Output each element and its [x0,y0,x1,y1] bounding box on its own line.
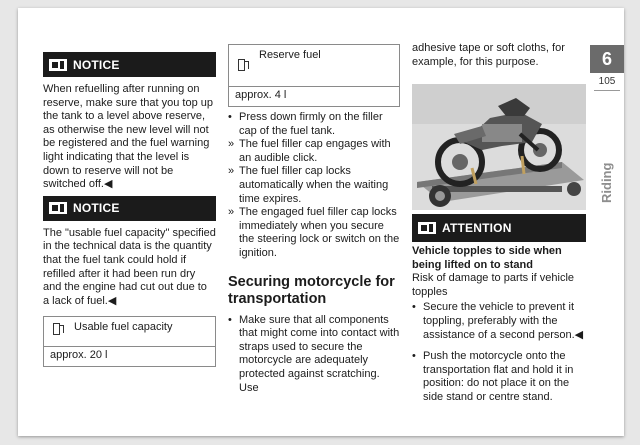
fuel-pump-icon [237,57,249,73]
usable-fuel-value: approx. 20 l [50,349,108,362]
page-number-divider [594,90,620,91]
warning-icon [49,59,67,71]
usable-fuel-header [44,317,215,347]
filler-cap-steps [228,111,400,261]
section-name: Riding [599,162,614,203]
attention-block [412,214,586,405]
list-item: • Secure the vehicle to prevent it toppling, preferably with the assistance of a second person.◀ [412,301,584,341]
reserve-fuel-value: approx. 4 l [235,89,287,101]
notice-bar [43,196,216,221]
list-item: » The fuel filler cap locks automatically when the waiting time expires. [228,165,389,205]
notice-label: NOTICE [73,201,120,216]
continued-text: adhesive tape or soft cloths, for example, for this purpose. [412,42,565,68]
reserve-fuel-header [229,45,399,87]
fuel-pump-icon [52,321,64,337]
attention-bar [412,214,586,242]
attention-title: Vehicle topples to side when being lifted on to stand [412,245,562,271]
column-right [412,42,586,69]
list-item: • Push the motorcycle onto the transportation flat and hold it in position: do not place it on the side stand or centre stand. [412,350,574,403]
notice-text: When refuelling after running on reserve, make sure that you top up the tank to a level above reserve, as otherwise the new level will not be registered and the fuel warning light indicating that the level is down to reserve will not be switched off.◀ [43,83,213,191]
list-item: • Make sure that all components that might come into contact with straps used to secure the motorcycle are adequately protected against scratching. Use [228,313,400,394]
list-item: » The engaged fuel filler cap locks immediately when you secure the steering lock or switch on the ignition. [228,206,400,259]
list-item: • Press down firmly on the filler cap of the fuel tank. [228,111,383,137]
page-number: 105 [598,76,616,87]
section-heading: Securing motorcycle for transportation [228,273,395,307]
notice-label: NOTICE [73,57,120,72]
chapter-tab: 6 [590,45,624,73]
reserve-fuel-box [228,44,400,107]
usable-fuel-box [43,316,216,367]
transport-steps [228,314,400,396]
attention-steps [412,301,586,342]
reserve-fuel-label: Reserve fuel [259,49,321,61]
manual-page [18,8,624,436]
attention-label: ATTENTION [442,221,512,235]
column-middle [228,44,400,395]
notice-bar [43,52,216,77]
push-steps [412,350,586,404]
attention-risk: Risk of damage to parts if vehicle topples [412,272,575,298]
notice-text: The "usable fuel capacity" specified in the technical data is the quantity that the fuel tank could hold if refilled after it had been run dry and the engine had cut out due to a lack of fuel.◀ [43,226,216,307]
column-left [43,52,216,367]
motorcycle-trailer-photo [412,84,586,210]
warning-icon [418,222,436,234]
warning-icon [49,202,67,214]
usable-fuel-label: Usable fuel capacity [74,321,173,334]
list-item: » The fuel filler cap engages with an audible click. [228,138,391,164]
